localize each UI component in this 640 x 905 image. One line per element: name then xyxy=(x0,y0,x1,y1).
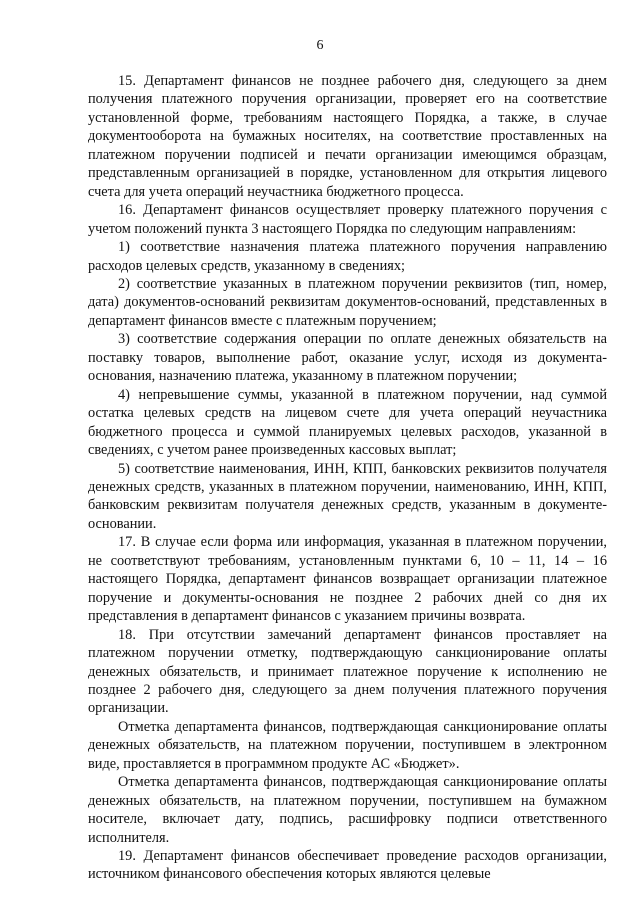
paragraph-16: 16. Департамент финансов осуществляет проверку платежного поручения с учетом положений пункта 3 настоящего Порядка по следующим направлениям: xyxy=(88,202,607,237)
paragraph-15: 15. Департамент финансов не позднее рабочего дня, следующего за днем получения платежного поручения организации, проверяет его на соответствие установленной форме, требованиям настоящего Порядка, а также, в случае документооборота на бумажных носителях, на соответствие проставленных на платежном поручении подписей и печати организации имеющимся образцам, представленным организацией в порядке, установленном для открытия лицевого счета для учета операций неучастника бюджетного процесса. xyxy=(88,73,607,200)
paragraph-16-item-2: 2) соответствие указанных в платежном поручении реквизитов (тип, номер, дата) документов-оснований реквизитам документов-оснований, представленных в департамент финансов вместе с платежным поручением; xyxy=(88,275,607,329)
paragraph-18-paper-mark: Отметка департамента финансов, подтверждающая санкционирование оплаты денежных обязательств, на платежном поручении, поступившем на бумажном носителе, включает дату, подпись, расшифровку подписи ответственного исполнителя. xyxy=(88,774,607,846)
paragraph-16-item-1: 1) соответствие назначения платежа платежного поручения направлению расходов целевых средств, указанному в сведениях; xyxy=(88,239,607,274)
paragraph-19: 19. Департамент финансов обеспечивает проведение расходов организации, источником финансового обеспечения которых являются целевые xyxy=(88,848,607,883)
paragraph-16-item-5: 5) соответствие наименования, ИНН, КПП, банковских реквизитов получателя денежных средств, указанных в платежном поручении, наименованию, ИНН, КПП, банковским реквизитам получателя денежных средств, указанным в документе-основании. xyxy=(88,460,607,532)
page-number: 6 xyxy=(316,38,324,53)
paragraph-16-item-4: 4) непревышение суммы, указанной в платежном поручении, над суммой остатка целевых средств на лицевом счете для учета операций неучастника бюджетного процесса и суммой планируемых целевых расходов, указанной в сведениях, с учетом ранее произведенных кассовых выплат; xyxy=(88,386,607,459)
paragraph-16-item-3: 3) соответствие содержания операции по оплате денежных обязательств на поставку товаров, выполнение работ, оказание услуг, исходя из документа-основания, назначению платежа, указанному в платежном поручении; xyxy=(88,331,607,385)
page-body xyxy=(88,72,607,884)
paragraph-18-electronic-mark: Отметка департамента финансов, подтверждающая санкционирование оплаты денежных обязательств, на платежном поручении, поступившем в электронном виде, проставляется в программном продукте АС «Бюджет». xyxy=(88,718,607,772)
paragraph-17: 17. В случае если форма или информация, указанная в платежном поручении, не соответствуют требованиям, установленным пунктами 6, 10 – 11, 14 – 16 настоящего Порядка, департамент финансов возвращает организации платежное поручение и документы-основания не позднее 2 рабочих дней со дня их представления в департамент финансов с указанием причины возврата. xyxy=(88,534,607,625)
paragraph-18: 18. При отсутствии замечаний департамент финансов проставляет на платежном поручении отметку, подтверждающую санкционирование оплаты денежных обязательств, и принимает платежное поручение к исполнению не позднее 2 рабочего дня, следующего за днем получения платежного поручения организации. xyxy=(88,626,607,717)
